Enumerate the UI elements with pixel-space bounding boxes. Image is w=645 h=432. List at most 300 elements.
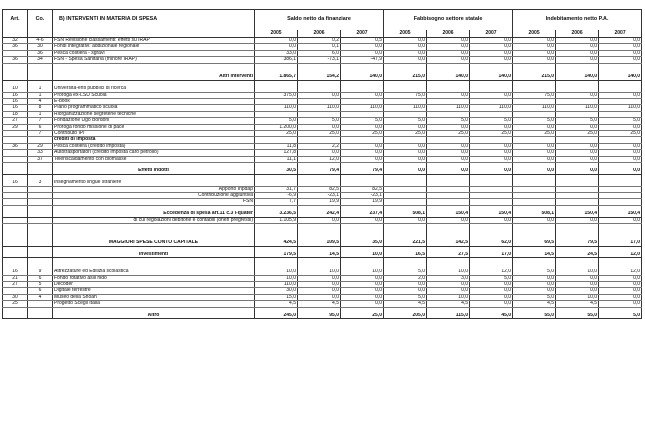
value-cell: 25,0 [341,313,384,319]
value-cell: 0,0 [470,150,513,156]
value-cell: 0,0 [556,217,599,223]
value-cell: 375,0 [255,92,298,98]
value-cell: 0,0 [427,92,470,98]
description-cell: FSN Revisione classamenti: effetti su IRAP [53,38,255,44]
value-cell: 0,0 [427,282,470,288]
value-cell: -6,9 [255,193,298,199]
value-cell: 12,0 [470,269,513,275]
value-cell: 0,0 [513,44,556,50]
co-cell: 9 [28,269,53,275]
header-year: 2007 [470,30,513,38]
description-cell: Decoder [53,282,255,288]
description-cell: Proroga ex-LSU Scuola [53,92,255,98]
value-cell: 0,0 [470,92,513,98]
art-cell: 18 [3,111,28,117]
value-cell: 24,5 [556,252,599,258]
description-cell: MAGGIORI SPESE CONTO CAPITALE [53,240,255,246]
value-cell: 12,0 [599,269,642,275]
co-cell: 1 [28,92,53,98]
value-cell: 508,1 [513,211,556,217]
value-cell: -23,1 [341,193,384,199]
header-year: 2007 [599,30,642,38]
description-cell: crediti di imposta [53,137,255,143]
value-cell: 0,0 [341,156,384,162]
art-cell: 36 [3,57,28,63]
co-cell: 3 [28,180,53,186]
art-cell: 16 [3,180,28,186]
value-cell: 5,0 [470,118,513,124]
header-year: 2005 [384,30,427,38]
value-cell: 0,0 [599,282,642,288]
value-cell: 10,0 [255,269,298,275]
value-cell: 0,0 [556,275,599,281]
art-cell: 36 [3,44,28,50]
description-cell: Attrezzature ed Edilizia scolastica [53,269,255,275]
value-cell: 0,0 [470,38,513,44]
value-cell: -47,9 [341,57,384,63]
value-cell: 0,0 [470,282,513,288]
value-cell: 0,0 [341,288,384,294]
value-cell: 0,0 [384,143,427,149]
value-cell: 0,0 [384,50,427,56]
table-header [3,10,642,38]
co-cell: 7 [28,131,53,137]
value-cell: 11,8 [255,143,298,149]
value-cell: 0,0 [599,168,642,174]
value-cell: 205,0 [384,313,427,319]
value-cell: 4,5 [427,301,470,307]
value-cell: 0,0 [556,156,599,162]
description-cell: Altro [53,313,255,319]
description-cell: Digitale terrestre [53,288,255,294]
description-cell: Piano programmatico scuola [53,105,255,111]
value-cell: 109,5 [298,240,341,246]
value-cell: 0,0 [427,217,470,223]
value-cell: 45,0 [470,313,513,319]
value-cell: 0,0 [427,168,470,174]
header-year: 2007 [341,30,384,38]
value-cell: 25,0 [556,131,599,137]
value-cell: 110,0 [255,105,298,111]
value-cell: 25,0 [384,131,427,137]
value-cell: 5,0 [470,275,513,281]
value-cell: 0,0 [513,217,556,223]
value-cell: 4,5 [384,301,427,307]
art-cell: 36 [3,143,28,149]
value-cell: 12,0 [599,252,642,258]
value-cell: 0,0 [384,288,427,294]
value-cell: 0,0 [341,44,384,50]
value-cell: 0,0 [470,44,513,50]
value-cell: 0,0 [341,92,384,98]
header-year: 2005 [513,30,556,38]
value-cell: 0,0 [341,50,384,56]
value-cell: 15,0 [255,294,298,300]
value-cell: 0,0 [513,150,556,156]
value-cell: 0,2 [298,38,341,44]
value-cell: 0,0 [384,38,427,44]
value-cell: 79,4 [341,168,384,174]
value-cell: 5,0 [599,118,642,124]
value-cell: 0,0 [470,288,513,294]
value-cell: 0,0 [599,92,642,98]
value-cell: 110,0 [470,105,513,111]
value-cell: 14,5 [513,252,556,258]
value-cell: 0,0 [384,44,427,50]
value-cell: 154,2 [298,74,341,80]
value-cell: 0,0 [599,50,642,56]
value-cell: 140,0 [341,74,384,80]
co-cell: 29 [28,143,53,149]
value-cell: 0,0 [513,156,556,162]
value-cell: 0,0 [599,294,642,300]
value-cell: 0,0 [341,217,384,223]
value-cell: 0,0 [599,57,642,63]
art-cell: 16 [3,92,28,98]
value-cell: 0,0 [427,156,470,162]
description-cell: E-book [53,99,255,105]
value-cell: 10,0 [298,269,341,275]
art-cell: 10 [3,86,28,92]
value-cell: 25,0 [255,131,298,137]
description-cell: Contribuzione aggiuntiva [53,193,255,199]
header-blank [53,30,255,38]
value-cell: 0,0 [470,168,513,174]
header-group-saldo: Saldo netto da finanziare [255,10,384,31]
value-cell: 0,0 [599,288,642,294]
co-cell: 30 [28,44,53,50]
description-cell: Investimenti [53,252,255,258]
description-cell: Eccedenza di spesa art.11 c.3 l-quater [53,211,255,217]
value-cell: 5,0 [513,269,556,275]
value-cell: 150,4 [427,211,470,217]
value-cell: 0,0 [255,44,298,50]
co-cell [28,313,53,319]
value-cell: 0,0 [556,57,599,63]
value-cell: 79,4 [298,168,341,174]
value-cell: 10,0 [556,269,599,275]
value-cell: 0,0 [384,150,427,156]
value-cell: 110,0 [255,282,298,288]
value-cell: 5,0 [384,294,427,300]
value-cell: 0,0 [599,124,642,130]
value-cell: 0,0 [556,44,599,50]
value-cell: 82,5 [341,186,384,192]
description-cell: Insegnamento lingue straniere [53,180,255,186]
co-cell: 1 [28,111,53,117]
value-cell: 0,0 [341,124,384,130]
value-cell: 82,5 [298,186,341,192]
value-cell: 110,0 [341,105,384,111]
value-cell: 25,0 [427,131,470,137]
value-cell: 150,4 [556,211,599,217]
header-year: 2005 [255,30,298,38]
header-blank [3,30,28,38]
value-cell: 4,5 [298,301,341,307]
header-blank [28,30,53,38]
value-cell: 0,0 [298,124,341,130]
value-cell: 0,0 [513,38,556,44]
value-cell: 27,5 [427,252,470,258]
value-cell: 110,0 [556,105,599,111]
value-cell: 0,0 [513,57,556,63]
value-cell: 1.200,0 [255,124,298,130]
value-cell: 16,5 [384,252,427,258]
description-cell: Proroga fondo missione di pace [53,124,255,130]
value-cell: 1.105,9 [255,217,298,223]
co-cell: 6 [28,288,53,294]
value-cell: 0,0 [298,275,341,281]
value-cell: 5,0 [384,269,427,275]
value-cell: 0,0 [599,275,642,281]
value-cell: 0,0 [470,301,513,307]
value-cell: 2,0 [384,275,427,281]
co-cell: 8 [28,105,53,111]
art-cell: 30 [3,294,28,300]
co-cell: 4 [28,294,53,300]
value-cell: 110,0 [513,105,556,111]
value-cell: 0,0 [470,57,513,63]
value-cell: 0,0 [384,282,427,288]
header-year: 2006 [298,30,341,38]
value-cell: 0,0 [470,217,513,223]
value-cell: 0,5 [341,38,384,44]
co-cell: 34 [28,57,53,63]
value-cell: 245,0 [255,313,298,319]
value-cell: 0,0 [427,57,470,63]
value-cell: 0,0 [556,282,599,288]
table-row [3,313,642,319]
value-cell: 10,0 [556,294,599,300]
value-cell: 150,4 [470,211,513,217]
value-cell: 5,0 [298,118,341,124]
co-cell: 6 [28,275,53,281]
value-cell: 508,1 [384,211,427,217]
value-cell: 0,0 [384,217,427,223]
value-cell: 12,0 [298,156,341,162]
value-cell: 0,0 [599,150,642,156]
value-cell: 25,0 [470,131,513,137]
value-cell: 4,5 [513,301,556,307]
description-cell: Effetti indotti [53,168,255,174]
co-cell: 1 [28,86,53,92]
value-cell: 0,0 [384,168,427,174]
value-cell: 3.236,5 [255,211,298,217]
value-cell: 35,0 [341,240,384,246]
value-cell: 5,0 [599,313,642,319]
value-cell: 5,0 [427,118,470,124]
value-cell: 0,0 [341,301,384,307]
value-cell: 0,0 [556,168,599,174]
value-cell: 140,0 [556,74,599,80]
value-cell: 110,0 [427,105,470,111]
value-cell: 0,0 [599,217,642,223]
value-cell: 110,0 [384,105,427,111]
value-cell: 0,0 [470,156,513,162]
value-cell: 242,4 [298,211,341,217]
value-cell: 0,0 [556,288,599,294]
description-cell: Apporto Inpdap [53,186,255,192]
value-cell: 95,0 [298,313,341,319]
value-cell: 62,0 [470,240,513,246]
co-cell: 4 [28,99,53,105]
value-cell: 0,0 [556,150,599,156]
value-cell: 215,0 [513,74,556,80]
value-cell: 0,0 [599,44,642,50]
table-body [3,38,642,319]
description-cell: Riorganizzazione segreterie tecniche [53,111,255,117]
value-cell: 4,5 [556,301,599,307]
value-cell: 6,0 [298,50,341,56]
value-cell: 0,0 [513,50,556,56]
value-cell: 25,0 [513,131,556,137]
value-cell: 237,4 [341,211,384,217]
value-cell: 75,0 [384,92,427,98]
description-cell: Progetto Scegli Italia [53,301,255,307]
value-cell: 0,0 [427,143,470,149]
description-cell: Pesca costiera - sgravi [53,50,255,56]
value-cell: 10,0 [255,275,298,281]
co-cell: 36 [28,50,53,56]
value-cell: 0,0 [427,50,470,56]
value-cell: 31,7 [255,186,298,192]
co-cell: 4-6 [28,38,53,44]
value-cell: 0,0 [470,50,513,56]
value-cell: 0,0 [298,294,341,300]
description-cell: Fondi integrativi: addizionale regionale [53,44,255,50]
value-cell: 5,0 [513,118,556,124]
value-cell: 0,0 [556,124,599,130]
value-cell: 0,0 [427,150,470,156]
value-cell: 0,0 [255,38,298,44]
value-cell: 0,0 [513,124,556,130]
value-cell: 150,4 [599,211,642,217]
description-cell: Contributo IPI [53,131,255,137]
value-cell: 19,9 [298,199,341,205]
value-cell: 386,1 [255,57,298,63]
value-cell: 79,5 [556,240,599,246]
value-cell: 25,0 [298,131,341,137]
value-cell: 0,0 [427,288,470,294]
value-cell: 25,0 [599,131,642,137]
value-cell: 110,0 [298,105,341,111]
value-cell: 0,0 [599,143,642,149]
art-cell: 27 [3,282,28,288]
value-cell: 5,0 [341,118,384,124]
value-cell: 179,5 [255,252,298,258]
budget-table [2,9,642,319]
value-cell: 10,0 [427,269,470,275]
value-cell: 33,0 [255,50,298,56]
value-cell: 221,5 [384,240,427,246]
description-cell: Altri interventi [53,74,255,80]
value-cell: 0,0 [513,143,556,149]
art-cell: 16 [3,269,28,275]
value-cell: -23,1 [298,193,341,199]
value-cell: 69,5 [513,240,556,246]
value-cell: 110,0 [599,105,642,111]
value-cell: 14,5 [298,252,341,258]
description-cell: Università-enti pubblici di ricerca [53,86,255,92]
value-cell: 0,0 [341,294,384,300]
header-group-indebitamento: Indebitamento netto P.A. [513,10,642,31]
value-cell: 0,0 [470,143,513,149]
value-cell: 55,0 [513,313,556,319]
value-cell: 17,0 [470,252,513,258]
header-year: 2006 [556,30,599,38]
value-cell: 5,0 [513,294,556,300]
value-cell: 0,0 [556,143,599,149]
value-cell: 4,5 [255,301,298,307]
value-cell: 10,0 [427,294,470,300]
value-cell: 0,0 [341,143,384,149]
description-cell: Pesca costiera (credito imposta) [53,143,255,149]
value-cell: 215,0 [384,74,427,80]
value-cell: 3,0 [427,275,470,281]
value-cell: 0,0 [341,150,384,156]
description-cell: Fondazione Ugo Bordoni [53,118,255,124]
header-co: Co. [28,10,53,31]
value-cell: 0,0 [298,288,341,294]
value-cell: -73,1 [298,57,341,63]
value-cell: 1.865,7 [255,74,298,80]
value-cell: 0,0 [599,156,642,162]
value-cell: 127,8 [255,150,298,156]
value-cell: 0,0 [470,124,513,130]
value-cell: 0,0 [298,92,341,98]
header-year: 2006 [427,30,470,38]
value-cell: 0,0 [513,275,556,281]
value-cell: 75,0 [513,92,556,98]
value-cell: 11,1 [255,156,298,162]
art-cell: 16 [3,99,28,105]
value-cell: 0,0 [599,301,642,307]
description-cell: Museo della Shoah [53,294,255,300]
value-cell: 2,2 [298,143,341,149]
value-cell: 0,0 [384,57,427,63]
art-cell [3,313,28,319]
value-cell: 19,9 [341,199,384,205]
value-cell: 0,0 [341,282,384,288]
value-cell: 30,0 [255,288,298,294]
co-cell: 5 [28,282,53,288]
value-cell: 0,0 [298,150,341,156]
value-cell: 424,5 [255,240,298,246]
value-cell: 5,0 [384,118,427,124]
value-cell: 0,0 [384,156,427,162]
header-description: B) INTERVENTI IN MATERIA DI SPESA [53,10,255,31]
value-cell: 0,0 [513,282,556,288]
value-cell: 0,0 [384,124,427,130]
value-cell: 55,0 [556,313,599,319]
value-cell: 115,0 [427,313,470,319]
value-cell: 5,0 [255,118,298,124]
value-cell: 142,5 [427,240,470,246]
art-cell: 32 [3,38,28,44]
header-art: Art. [3,10,28,31]
value-cell: 0,0 [298,282,341,288]
value-cell: 0,0 [427,44,470,50]
description-cell: Teleriscaldamento con biomasse [53,156,255,162]
value-cell: 0,0 [427,124,470,130]
value-cell: 0,1 [298,44,341,50]
header-group-fabbisogno: Fabbisogno settore statale [384,10,513,31]
value-cell: 17,0 [599,240,642,246]
description-cell: di cui regolazioni debitorie e contabili (oneri pregressi) [53,217,255,223]
art-cell: 21 [3,275,28,281]
co-cell: 6 [28,124,53,130]
value-cell: 0,0 [556,50,599,56]
